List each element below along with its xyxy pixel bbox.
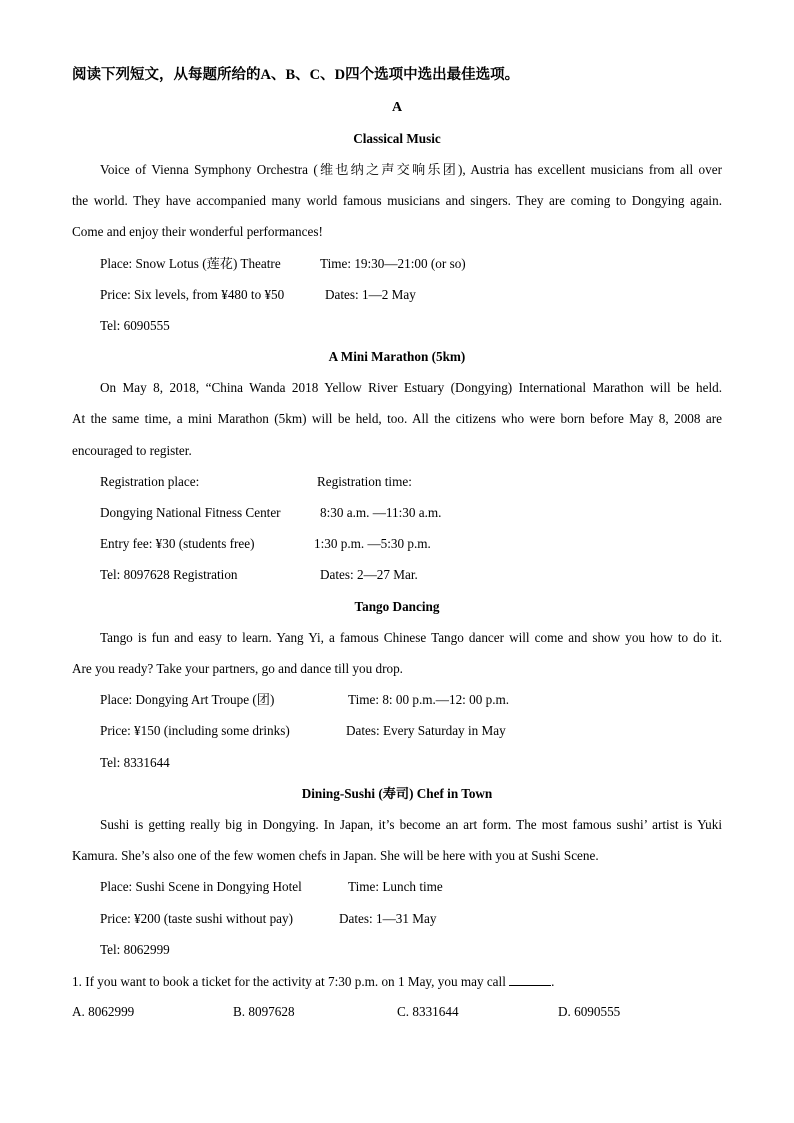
question-stem bbox=[72, 973, 554, 990]
sushi-para-line: Sushi is getting really big in Dongying. In Japan, it’s become an art form. The most famous sushi’ artist is Yuki bbox=[100, 817, 722, 832]
marathon-title: A Mini Marathon (5km) bbox=[328, 349, 466, 364]
classical-place: Place: Snow Lotus (莲花) Theatre bbox=[100, 256, 281, 271]
tango-place: Place: Dongying Art Troupe (团) bbox=[100, 692, 275, 707]
classical-time: Time: 19:30—21:00 (or so) bbox=[320, 256, 466, 271]
option-c[interactable]: C. 8331644 bbox=[397, 1004, 459, 1019]
marathon-para-line: At the same time, a mini Marathon (5km) will be held, too. All the citizens who were born before May 8, 2008 are bbox=[72, 411, 722, 426]
sushi-dates: Dates: 1—31 May bbox=[339, 911, 437, 926]
marathon-dates: Dates: 2—27 Mar. bbox=[320, 567, 418, 582]
classical-dates: Dates: 1—2 May bbox=[325, 287, 416, 302]
marathon-reg-place: Dongying National Fitness Center bbox=[100, 505, 281, 520]
marathon-para-line: On May 8, 2018, “China Wanda 2018 Yellow River Estuary (Dongying) International Marathon will be held. bbox=[100, 380, 722, 395]
marathon-reg-place-label: Registration place: bbox=[100, 474, 200, 489]
tango-time: Time: 8: 00 p.m.—12: 00 p.m. bbox=[348, 692, 510, 707]
tango-price: Price: ¥150 (including some drinks) bbox=[100, 723, 290, 738]
question-stem-text: 1. If you want to book a ticket for the activity at 7:30 p.m. on 1 May, you may call bbox=[72, 974, 506, 989]
sushi-time: Time: Lunch time bbox=[348, 879, 443, 894]
classical-para-line: the world. They have accompanied many world famous musicians and singers. They are coming to Dongying again. bbox=[72, 193, 722, 208]
option-a[interactable]: A. 8062999 bbox=[72, 1004, 135, 1019]
sushi-para-line: Kamura. She’s also one of the few women chefs in Japan. She will be here with you at Sushi Scene. bbox=[72, 848, 599, 863]
instruction-text: 阅读下列短文，从每题所给的A、B、C、D四个选项中选出最佳选项。 bbox=[72, 67, 520, 83]
marathon-entry-fee: Entry fee: ¥30 (students free) bbox=[100, 536, 255, 551]
classical-para-line: Come and enjoy their wonderful performances! bbox=[72, 224, 323, 239]
marathon-reg-time-label: Registration time: bbox=[317, 474, 412, 489]
tango-title: Tango Dancing bbox=[354, 599, 440, 614]
tango-para-line: Are you ready? Take your partners, go and dance till you drop. bbox=[72, 661, 403, 676]
sushi-tel: Tel: 8062999 bbox=[100, 942, 170, 957]
section-letter: A bbox=[391, 100, 403, 115]
sushi-title: Dining-Sushi (寿司) Chef in Town bbox=[301, 786, 493, 801]
answer-blank bbox=[509, 973, 551, 986]
option-d[interactable]: D. 6090555 bbox=[558, 1004, 621, 1019]
sushi-price: Price: ¥200 (taste sushi without pay) bbox=[100, 911, 294, 926]
marathon-reg-time-afternoon: 1:30 p.m. —5:30 p.m. bbox=[314, 536, 431, 551]
classical-para-line: Voice of Vienna Symphony Orchestra (维也纳之声交响乐团), Austria has excellent musicians from all over bbox=[100, 162, 722, 177]
tango-dates: Dates: Every Saturday in May bbox=[346, 723, 506, 738]
tango-tel: Tel: 8331644 bbox=[100, 755, 170, 770]
question-end-punct: . bbox=[551, 974, 555, 989]
tango-para-line: Tango is fun and easy to learn. Yang Yi, a famous Chinese Tango dancer will come and show you how to do it. bbox=[100, 630, 722, 645]
marathon-reg-time-morning: 8:30 a.m. —11:30 a.m. bbox=[320, 505, 442, 520]
sushi-place: Place: Sushi Scene in Dongying Hotel bbox=[100, 879, 302, 894]
classical-tel: Tel: 6090555 bbox=[100, 318, 170, 333]
marathon-tel: Tel: 8097628 Registration bbox=[100, 567, 238, 582]
classical-price: Price: Six levels, from ¥480 to ¥50 bbox=[100, 287, 285, 302]
marathon-para-line: encouraged to register. bbox=[72, 443, 192, 458]
option-b[interactable]: B. 8097628 bbox=[233, 1004, 295, 1019]
classical-title: Classical Music bbox=[353, 131, 441, 146]
